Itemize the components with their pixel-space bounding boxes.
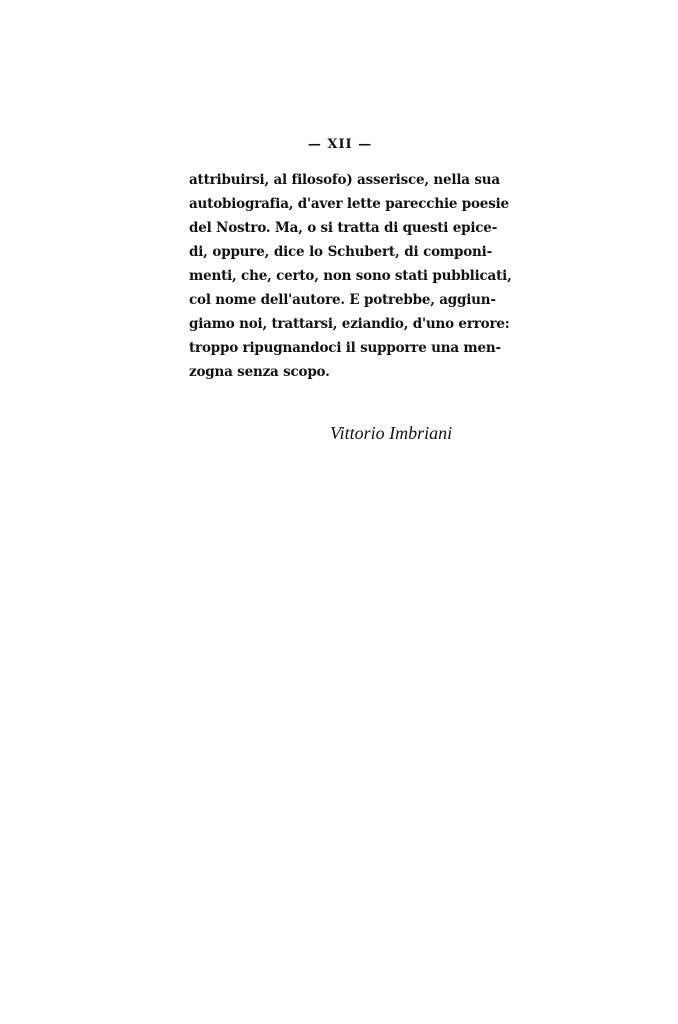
- text-line: giamo noi, trattarsi, eziandio, d'uno errore:: [189, 316, 510, 332]
- page-number: — XII —: [307, 137, 373, 152]
- text-line: attribuirsi, al filosofo) asserisce, nella sua: [189, 172, 500, 188]
- text-line: del Nostro. Ma, o si tratta di questi epice-: [189, 220, 498, 236]
- text-line: zogna senza scopo.: [189, 364, 330, 380]
- text-line: autobiografia, d'aver lette parecchie poesie: [189, 196, 509, 212]
- text-line: col nome dell'autore. E potrebbe, aggiun-: [189, 292, 496, 308]
- text-line: menti, che, certo, non sono stati pubblicati,: [189, 268, 512, 284]
- text-line: troppo ripugnandoci il supporre una men-: [189, 340, 501, 356]
- author-signature: Vittorio Imbriani: [330, 423, 453, 443]
- text-line: di, oppure, dice lo Schubert, di componi-: [189, 244, 492, 260]
- body-text: [189, 168, 512, 384]
